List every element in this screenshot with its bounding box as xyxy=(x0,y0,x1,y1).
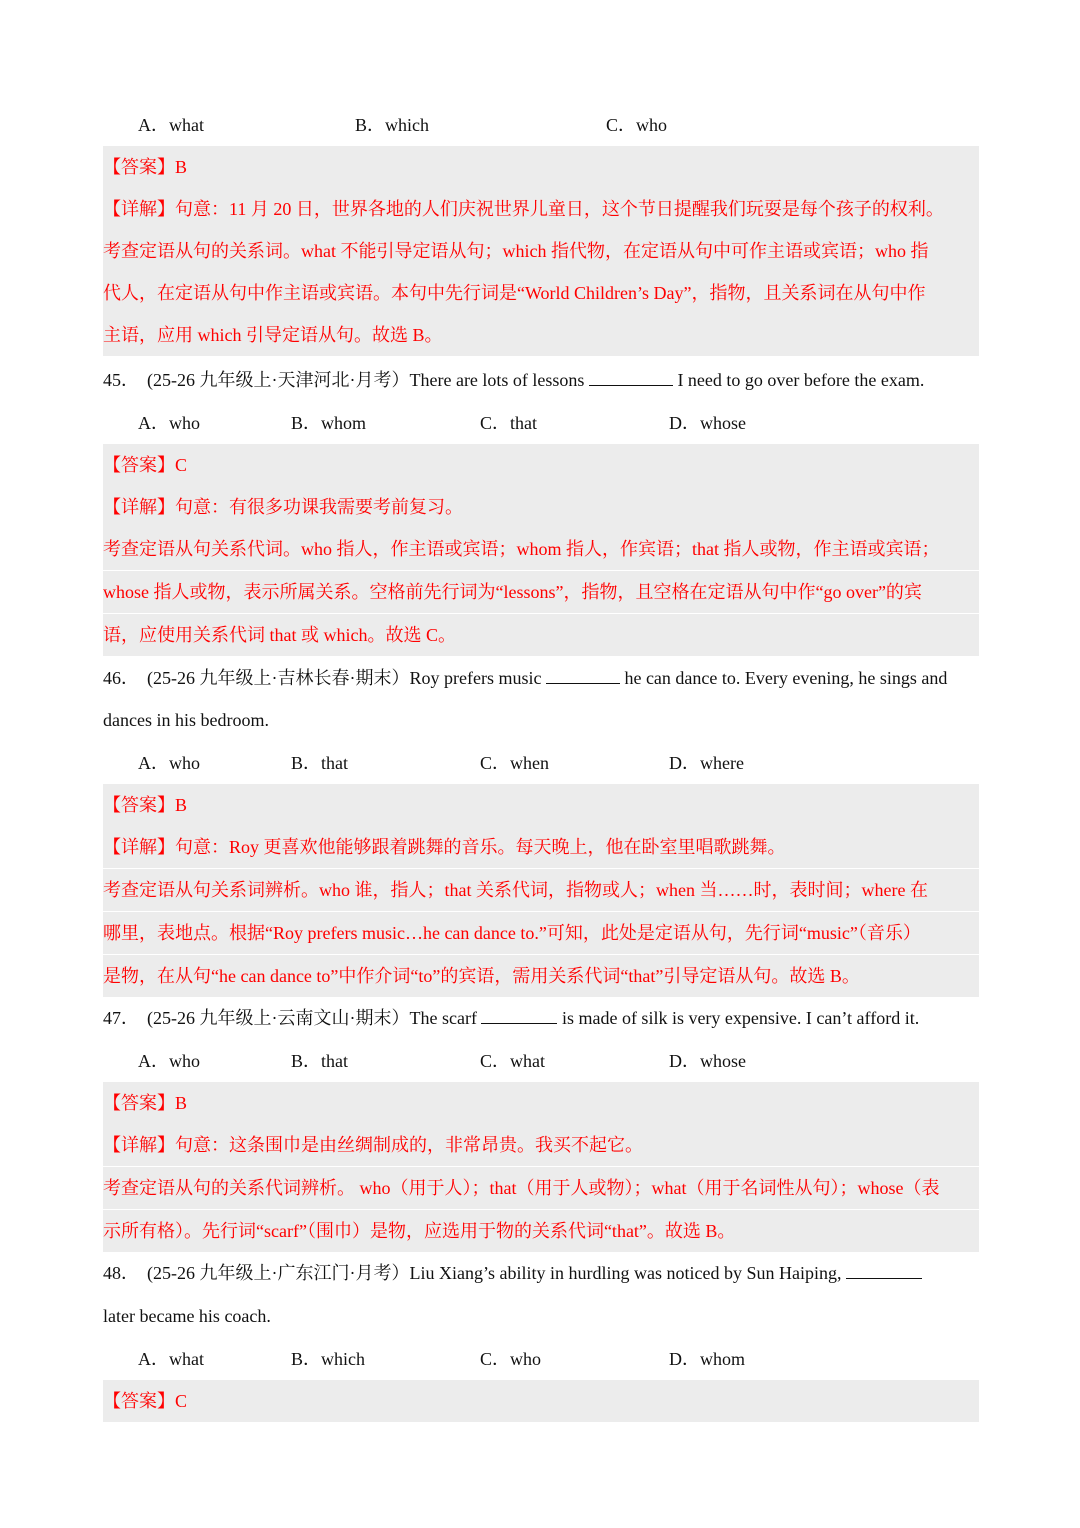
q47-option-b: B．that xyxy=(291,1051,348,1071)
q47-question xyxy=(103,997,983,1039)
q46-option-b: B．that xyxy=(291,753,348,773)
q47-explain-line-1: 【详解】句意：这条围巾是由丝绸制成的，非常昂贵。我买不起它。 xyxy=(103,1124,979,1166)
q45-explain-line-4: 语，应使用关系代词 that 或 which。故选 C。 xyxy=(103,614,979,656)
q48-question xyxy=(103,1252,983,1294)
q47-explain-line-2: 考查定语从句的关系代词辨析。 who（用于人）；that（用于人或物）；what（用于名词性从句）；whose（表 xyxy=(103,1167,979,1209)
q45-text-after: I need to go over before the exam. xyxy=(677,370,925,390)
q47-option-d: D．whose xyxy=(669,1051,746,1071)
q48-option-a: A．what xyxy=(138,1349,204,1369)
q48-option-c: C．who xyxy=(480,1349,542,1369)
q47-number: 47． xyxy=(103,1008,139,1028)
q47-text-after: is made of silk is very expensive. I can’t afford it. xyxy=(561,1008,920,1028)
q45-source: (25-26 九年级上·天津河北·月考） xyxy=(147,370,410,390)
q46-options xyxy=(138,742,898,784)
q46-explain-line-2: 考查定语从句关系词辨析。who 谁，指人；that 关系代词，指物或人；when 当……时，表时间；where 在 xyxy=(103,869,979,911)
q48-blank xyxy=(846,1256,922,1279)
q48-answer: 【答案】C xyxy=(103,1380,979,1422)
q46-option-d: D．where xyxy=(669,753,744,773)
q44-answer: 【答案】B xyxy=(103,146,979,188)
q45-number: 45． xyxy=(103,370,139,390)
q48-text-before: Liu Xiang’s ability in hurdling was noticed by Sun Haiping, xyxy=(409,1263,842,1283)
q45-explain-line-3: whose 指人或物，表示所属关系。空格前先行词为“lessons”，指物，且空格在定语从句中作“go over”的宾 xyxy=(103,571,979,613)
q46-question-line-2: dances in his bedroom. xyxy=(103,710,269,730)
q47-source: (25-26 九年级上·云南文山·期末） xyxy=(147,1008,410,1028)
q47-option-c: C．what xyxy=(480,1051,545,1071)
q44-option-a: A．what xyxy=(138,115,204,135)
q46-explain-line-3: 哪里，表地点。根据“Roy prefers music…he can dance to.”可知，此处是定语从句，先行词“music”（音乐） xyxy=(103,912,979,954)
q48-number: 48． xyxy=(103,1263,139,1283)
q46-question xyxy=(103,657,983,699)
q45-blank xyxy=(589,363,673,386)
q47-blank xyxy=(481,1001,557,1024)
q47-text-before: The scarf xyxy=(409,1008,477,1028)
q44-explain-line-1: 【详解】句意：11 月 20 日，世界各地的人们庆祝世界儿童日，这个节日提醒我们玩耍是每个孩子的权利。 xyxy=(103,188,979,230)
q44-option-b: B．which xyxy=(355,115,429,135)
q48-options xyxy=(138,1338,898,1380)
q46-text-after: he can dance to. Every evening, he sings and xyxy=(624,668,948,688)
q44-explain-line-2: 考查定语从句的关系词。what 不能引导定语从句；which 指代物，在定语从句中可作主语或宾语；who 指 xyxy=(103,230,979,272)
q45-option-a: A．who xyxy=(138,413,200,433)
q45-options xyxy=(138,402,898,444)
q46-text-before: Roy prefers music xyxy=(409,668,542,688)
q45-question xyxy=(103,359,983,401)
q47-option-a: A．who xyxy=(138,1051,200,1071)
q45-option-d: D．whose xyxy=(669,413,746,433)
q48-source: (25-26 九年级上·广东江门·月考） xyxy=(147,1263,410,1283)
q46-explain-line-1: 【详解】句意：Roy 更喜欢他能够跟着跳舞的音乐。每天晚上，他在卧室里唱歌跳舞。 xyxy=(103,826,979,868)
q46-explain-line-4: 是物，在从句“he can dance to”中作介词“to”的宾语，需用关系代词“that”引导定语从句。故选 B。 xyxy=(103,955,979,997)
q48-question-line-2: later became his coach. xyxy=(103,1306,271,1326)
q48-option-b: B．which xyxy=(291,1349,365,1369)
q44-explain-line-3: 代人，在定语从句中作主语或宾语。本句中先行词是“World Children’s Day”，指物，且关系词在从句中作 xyxy=(103,272,979,314)
q45-explain-line-2: 考查定语从句关系代词。who 指人，作主语或宾语；whom 指人，作宾语；that 指人或物，作主语或宾语； xyxy=(103,528,979,570)
q47-answer: 【答案】B xyxy=(103,1082,979,1124)
q48-option-d: D．whom xyxy=(669,1349,745,1369)
q46-source: (25-26 九年级上·吉林长春·期末） xyxy=(147,668,410,688)
q46-blank xyxy=(546,661,620,684)
q44-options xyxy=(138,104,898,146)
q45-answer: 【答案】C xyxy=(103,444,979,486)
q45-option-b: B．whom xyxy=(291,413,367,433)
q47-options xyxy=(138,1040,898,1082)
q44-explain-line-4: 主语，应用 which 引导定语从句。故选 B。 xyxy=(103,314,979,356)
q45-option-c: C．that xyxy=(480,413,537,433)
q45-explain-line-1: 【详解】句意：有很多功课我需要考前复习。 xyxy=(103,486,979,528)
q46-option-c: C．when xyxy=(480,753,549,773)
q46-option-a: A．who xyxy=(138,753,200,773)
q46-number: 46． xyxy=(103,668,139,688)
q47-explain-line-3: 示所有格）。先行词“scarf”（围巾）是物，应选用于物的关系代词“that”。故选 B。 xyxy=(103,1210,979,1252)
q44-option-c: C．who xyxy=(606,115,668,135)
q45-text-before: There are lots of lessons xyxy=(409,370,585,390)
q46-answer: 【答案】B xyxy=(103,784,979,826)
